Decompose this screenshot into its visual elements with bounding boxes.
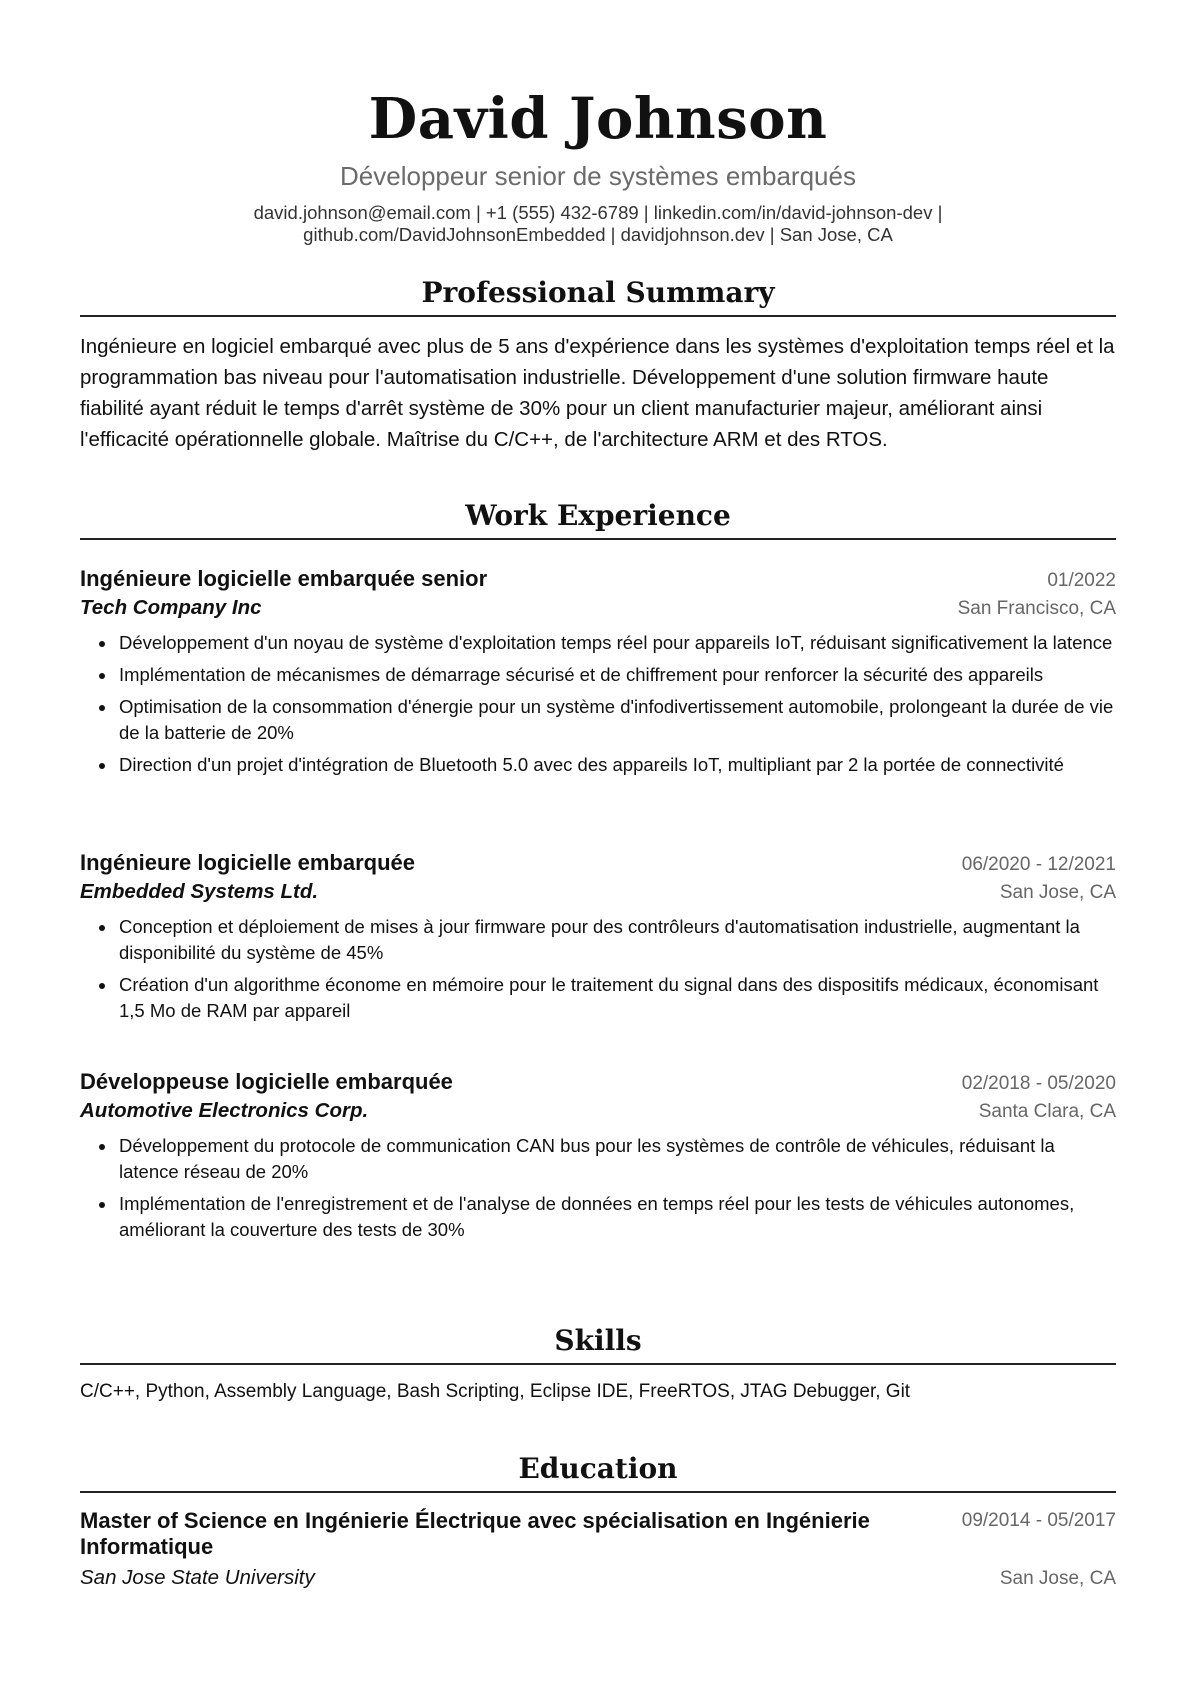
job-bullet: • Implémentation de mécanismes de démarrage sécurisé et de chiffrement pour renforcer la sécurité des appareils [117, 662, 1116, 688]
section-divider [80, 538, 1116, 540]
job-bullets [80, 630, 1116, 778]
education-section [80, 1451, 1116, 1493]
job-date: 06/2020 - 12/2021 [961, 854, 1116, 875]
skills-heading: Skills [554, 1324, 642, 1357]
education-date: 09/2014 - 05/2017 [961, 1510, 1116, 1531]
company-name: Embedded Systems Ltd. [80, 880, 319, 903]
job-bullet: • Direction d'un projet d'intégration de Bluetooth 5.0 avec des appareils IoT, multipliant par 2 la portée de connectivité [117, 752, 1116, 778]
education-location: San Jose, CA [999, 1568, 1116, 1589]
section-divider [80, 315, 1116, 317]
education-heading: Education [518, 1452, 678, 1485]
summary-section [80, 275, 1116, 455]
job-location: Santa Clara, CA [978, 1101, 1116, 1122]
job-entry [80, 849, 1116, 1030]
resume-header [80, 0, 1116, 246]
job-bullet: • Développement du protocole de communication CAN bus pour les systèmes de contrôle de véhicules, réduisant la latence réseau de 20% [117, 1133, 1116, 1185]
job-entry [80, 1068, 1116, 1249]
job-title: Ingénieure logicielle embarquée [80, 850, 415, 875]
section-divider [80, 1363, 1116, 1365]
education-entry [80, 1508, 1116, 1592]
job-entry [80, 565, 1116, 784]
skills-list: C/C++, Python, Assembly Language, Bash Scripting, Eclipse IDE, FreeRTOS, JTAG Debugger, Git [80, 1381, 911, 1402]
job-title: Développeuse logicielle embarquée [80, 1069, 453, 1094]
contact-line-1: david.johnson@email.com | +1 (555) 432-6789 | linkedin.com/in/david-johnson-dev | [253, 202, 943, 223]
section-divider [80, 1491, 1116, 1493]
job-bullet: • Création d'un algorithme économe en mémoire pour le traitement du signal dans des dispositifs médicaux, économisant 1,5 Mo de RAM par appareil [117, 972, 1116, 1024]
job-bullet: • Implémentation de l'enregistrement et de l'analyse de données en temps réel pour les tests de véhicules autonomes, améliorant la couverture des tests de 30% [117, 1191, 1116, 1243]
candidate-subtitle: Développeur senior de systèmes embarqués [340, 161, 856, 191]
experience-heading: Work Experience [465, 499, 731, 532]
job-bullet: • Développement d'un noyau de système d'exploitation temps réel pour appareils IoT, réduisant significativement la latence [117, 630, 1116, 656]
job-title: Ingénieure logicielle embarquée senior [80, 566, 488, 591]
contact-line-2: github.com/DavidJohnsonEmbedded | davidjohnson.dev | San Jose, CA [303, 224, 893, 245]
degree-title: Master of Science en Ingénierie Électrique avec spécialisation en Ingénierie Informatique [80, 1508, 870, 1559]
job-bullet: • Optimisation de la consommation d'énergie pour un système d'infodivertissement automobile, prolongeant la durée de vie de la batterie de 20% [117, 694, 1116, 746]
job-location: San Jose, CA [999, 882, 1116, 903]
job-bullet: • Conception et déploiement de mises à jour firmware pour des contrôleurs d'automatisation industrielle, augmentant la disponibilité du système de 45% [117, 914, 1116, 966]
candidate-name: David Johnson [368, 86, 828, 152]
job-bullets [80, 1133, 1116, 1243]
company-name: Tech Company Inc [80, 596, 262, 619]
job-date: 02/2018 - 05/2020 [961, 1073, 1116, 1094]
job-location: San Francisco, CA [957, 598, 1116, 619]
skills-section [80, 1323, 1116, 1405]
summary-text: Ingénieure en logiciel embarqué avec plus de 5 ans d'expérience dans les systèmes d'exploitation temps réel et la programmation bas niveau pour l'automatisation industrielle. Développement d'une solution firmware haute fiabilité ayant réduit le temps d'arrêt système de 30% pour un client manufacturier majeur, améliorant ainsi l'efficacité opérationnelle globale. Maîtrise du C/C++, de l'architecture ARM et des RTOS. [80, 335, 1115, 451]
resume-page [80, 0, 1116, 1589]
company-name: Automotive Electronics Corp. [80, 1099, 369, 1122]
contact-info [80, 202, 1116, 246]
job-date: 01/2022 [1047, 570, 1116, 591]
experience-section [80, 498, 1116, 540]
school-name: San Jose State University [80, 1566, 315, 1589]
summary-heading: Professional Summary [421, 276, 775, 309]
job-bullets [80, 914, 1116, 1024]
